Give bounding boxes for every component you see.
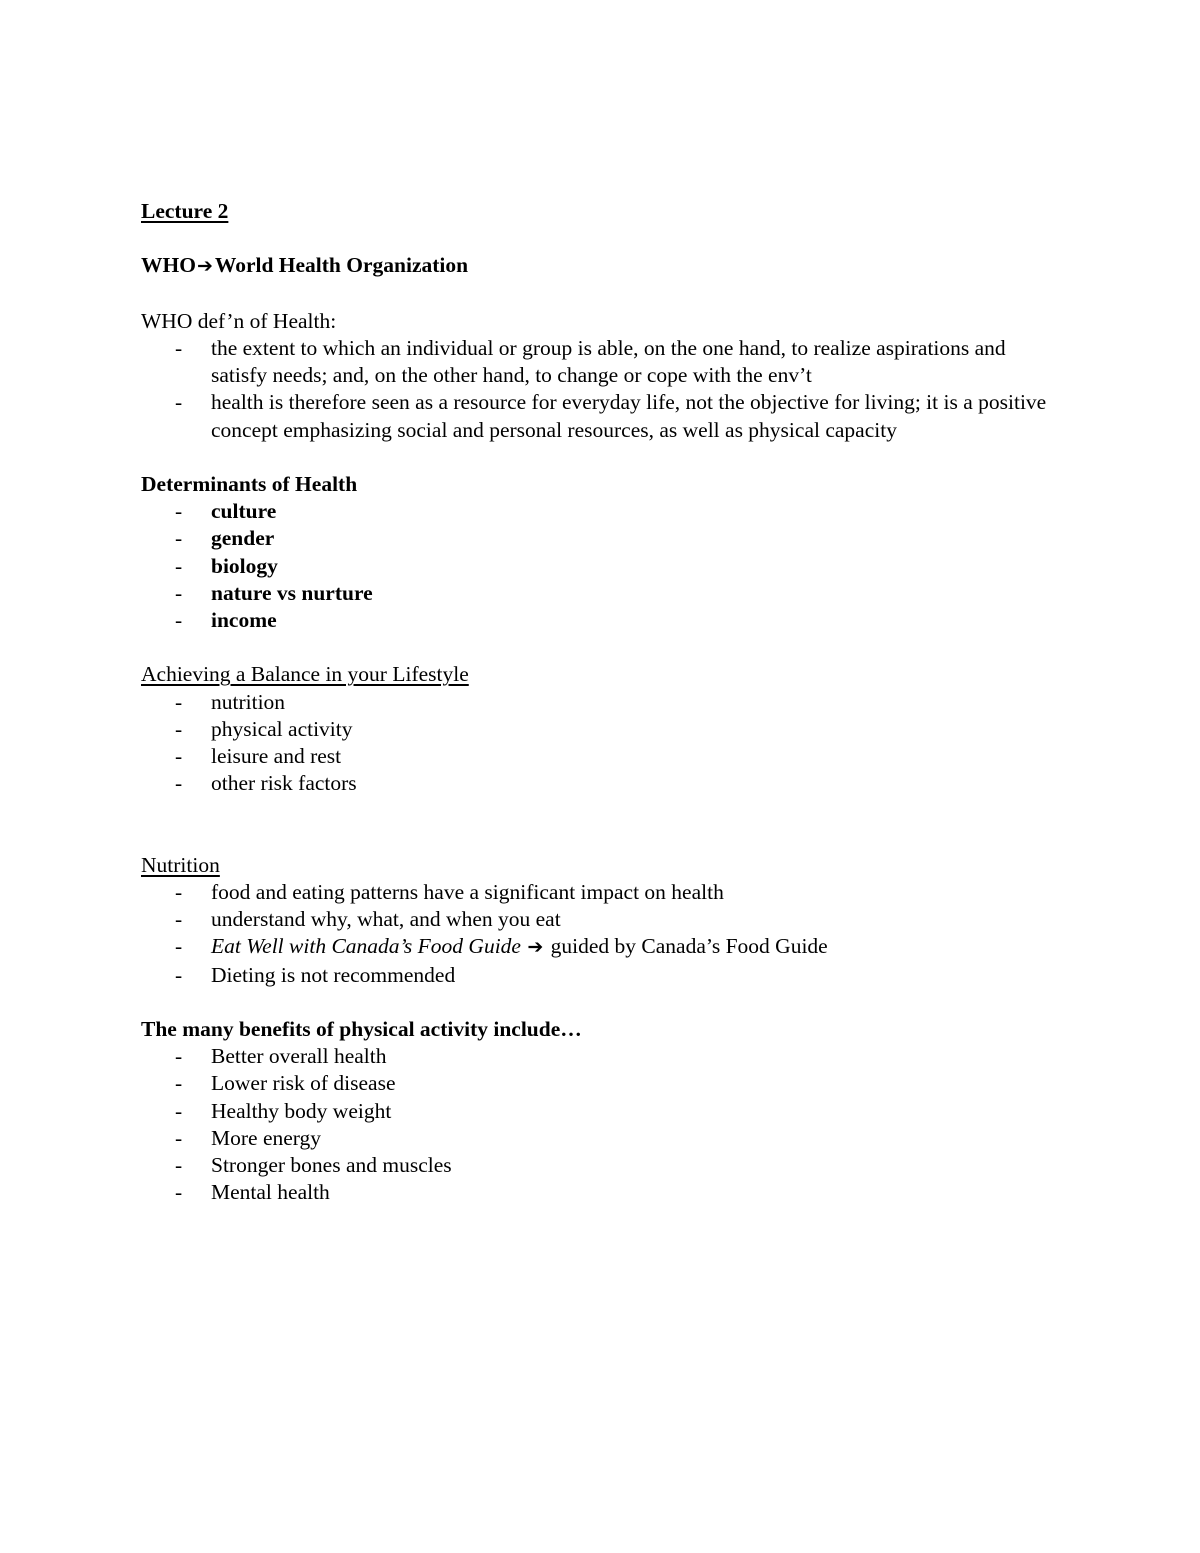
list-item-text: nutrition xyxy=(211,689,286,714)
list-item xyxy=(141,580,1061,607)
dash-bullet: - xyxy=(175,1044,183,1069)
list-item xyxy=(141,553,1061,580)
list-item-text: other risk factors xyxy=(211,771,357,796)
list-item xyxy=(141,933,1061,961)
list-item-text: More energy xyxy=(211,1125,322,1150)
list-item xyxy=(141,689,1061,716)
list-item-text: Lower risk of disease xyxy=(211,1071,396,1096)
list-item xyxy=(141,1152,1061,1179)
list-item xyxy=(141,879,1061,906)
dash-bullet: - xyxy=(175,1180,183,1205)
dash-bullet: - xyxy=(175,580,183,605)
balance-heading: Achieving a Balance in your Lifestyle xyxy=(141,662,469,687)
spacer xyxy=(141,634,1061,661)
list-item-text: culture xyxy=(211,499,277,524)
dash-bullet: - xyxy=(175,499,183,524)
dash-bullet: - xyxy=(175,879,183,904)
list-item xyxy=(141,716,1061,743)
list-item xyxy=(141,743,1061,770)
list-item-text: gender xyxy=(211,526,275,551)
spacer xyxy=(141,825,1061,852)
list-item-text xyxy=(211,933,1061,961)
spacer xyxy=(141,444,1061,471)
list-item-text: physical activity xyxy=(211,716,353,741)
dash-bullet: - xyxy=(175,335,183,360)
spacer xyxy=(141,225,1061,252)
document-body xyxy=(141,198,1061,1206)
list-item-text: the extent to which an individual or group is able, on the one hand, to realize aspirations and satisfy needs; and, on the other hand, to change or cope with the env’t xyxy=(211,335,1006,388)
who-def-label: WHO def’n of Health: xyxy=(141,308,337,333)
dash-bullet: - xyxy=(175,744,183,768)
list-item xyxy=(141,607,1061,634)
list-item-text: health is therefore seen as a resource for everyday life, not the objective for living; it is a positive concept emphasizing social and personal resources, as well as physical capacity xyxy=(211,390,1047,442)
nutrition-list xyxy=(141,879,1061,989)
list-item-text: leisure and rest xyxy=(211,744,342,768)
list-item xyxy=(141,335,1061,389)
list-item-text: nature vs nurture xyxy=(211,580,373,605)
list-item-text: Better overall health xyxy=(211,1044,387,1069)
dash-bullet: - xyxy=(175,716,183,741)
lecture-title: Lecture 2 xyxy=(141,199,229,223)
list-item-text: biology xyxy=(211,553,278,578)
list-item xyxy=(141,389,1061,443)
who-full-name: World Health Organization xyxy=(214,253,469,278)
list-item xyxy=(141,525,1061,552)
spacer xyxy=(141,281,1061,308)
list-item-text: food and eating patterns have a significant impact on health xyxy=(211,879,724,904)
list-item xyxy=(141,1070,1061,1097)
list-item xyxy=(141,906,1061,933)
who-def-list xyxy=(141,335,1061,444)
dash-bullet: - xyxy=(175,553,183,578)
who-heading xyxy=(141,252,1061,280)
dash-bullet: - xyxy=(175,1125,183,1150)
right-arrow-icon: ➔ xyxy=(196,255,213,278)
list-item-text: Dieting is not recommended xyxy=(211,962,456,987)
dash-bullet: - xyxy=(175,771,183,796)
list-item-text: Healthy body weight xyxy=(211,1098,392,1123)
food-guide-note: guided by Canada’s Food Guide xyxy=(550,934,828,959)
who-abbr: WHO xyxy=(141,253,196,278)
spacer xyxy=(141,989,1061,1016)
dash-bullet: - xyxy=(175,962,183,987)
list-item xyxy=(141,1179,1061,1206)
right-arrow-icon: ➔ xyxy=(527,936,544,959)
list-item-text: understand why, what, and when you eat xyxy=(211,907,561,932)
dash-bullet: - xyxy=(175,526,183,551)
food-guide-title: Eat Well with Canada’s Food Guide xyxy=(211,934,521,959)
dash-bullet: - xyxy=(175,390,183,415)
dash-bullet: - xyxy=(175,689,183,714)
dash-bullet: - xyxy=(175,907,183,932)
list-item xyxy=(141,962,1061,989)
list-item-text: Stronger bones and muscles xyxy=(211,1153,452,1177)
list-item xyxy=(141,498,1061,525)
dash-bullet: - xyxy=(175,1098,183,1123)
spacer xyxy=(141,797,1061,824)
list-item-text: income xyxy=(211,608,277,632)
list-item xyxy=(141,1043,1061,1070)
list-item xyxy=(141,1098,1061,1125)
dash-bullet: - xyxy=(175,1071,183,1096)
balance-list xyxy=(141,689,1061,798)
benefits-list xyxy=(141,1043,1061,1206)
dash-bullet: - xyxy=(175,934,183,959)
list-item xyxy=(141,1125,1061,1152)
nutrition-heading: Nutrition xyxy=(141,852,220,877)
benefits-heading: The many benefits of physical activity include… xyxy=(141,1016,582,1041)
determinants-list xyxy=(141,498,1061,634)
list-item-text: Mental health xyxy=(211,1180,330,1205)
list-item xyxy=(141,770,1061,797)
dash-bullet: - xyxy=(175,1153,183,1177)
determinants-heading: Determinants of Health xyxy=(141,471,358,496)
dash-bullet: - xyxy=(175,608,183,632)
